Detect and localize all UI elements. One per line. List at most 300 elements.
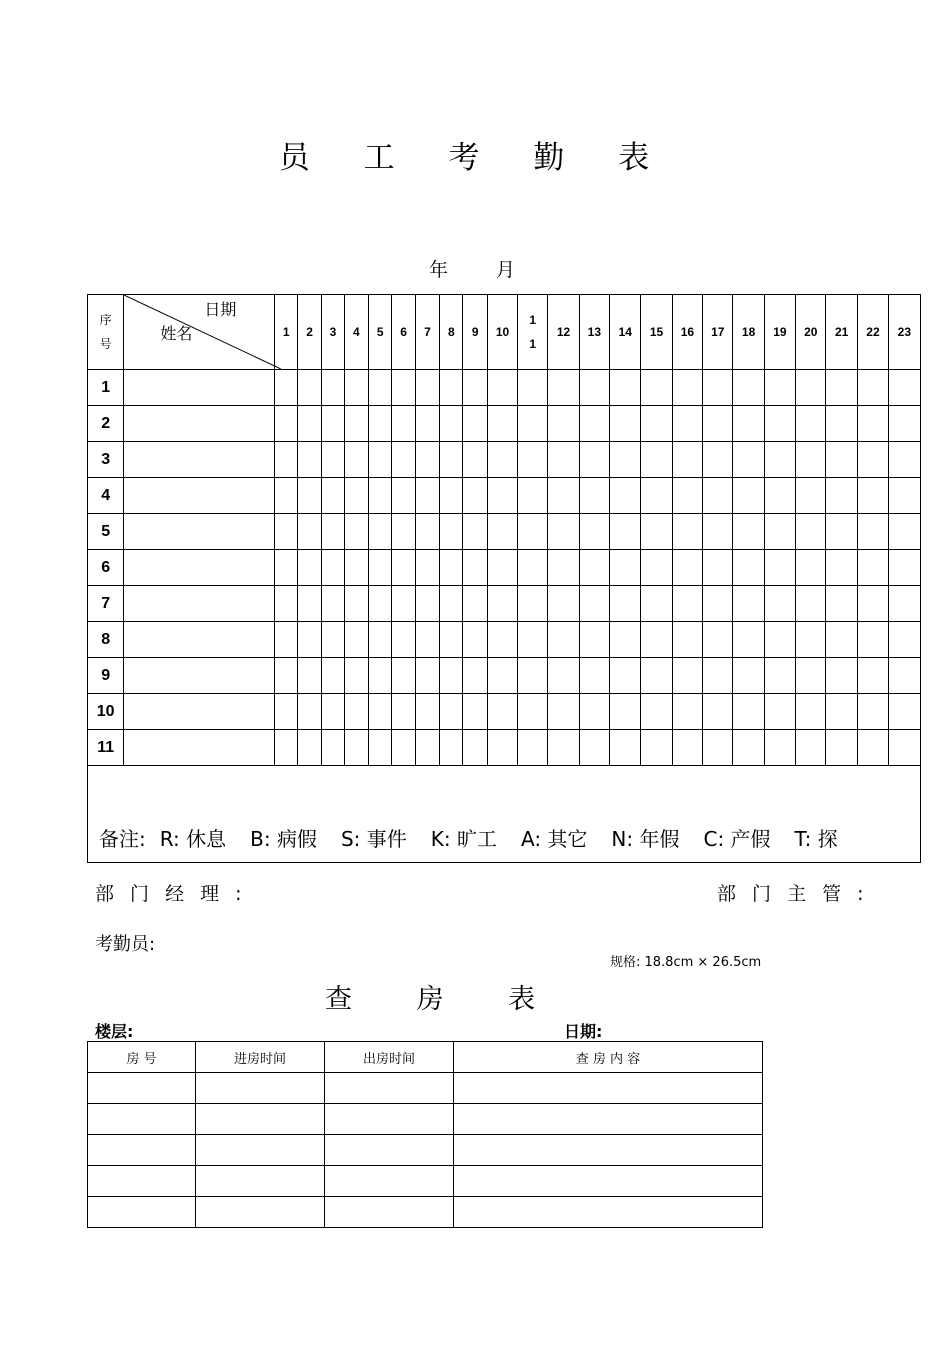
attendance-cell[interactable] bbox=[415, 406, 439, 442]
attendance-cell[interactable] bbox=[857, 730, 888, 766]
attendance-cell[interactable] bbox=[297, 658, 321, 694]
attendance-cell[interactable] bbox=[857, 694, 888, 730]
attendance-cell[interactable] bbox=[548, 442, 579, 478]
attendance-cell[interactable] bbox=[610, 478, 641, 514]
attendance-cell[interactable] bbox=[518, 370, 548, 406]
attendance-cell[interactable] bbox=[672, 622, 702, 658]
attendance-cell[interactable] bbox=[548, 658, 579, 694]
row-number: 7 bbox=[88, 586, 124, 622]
attendance-cell[interactable] bbox=[733, 622, 764, 658]
attendance-cell[interactable] bbox=[703, 586, 733, 622]
employee-name-cell[interactable] bbox=[124, 514, 275, 550]
attendance-cell[interactable] bbox=[796, 550, 826, 586]
attendance-cell[interactable] bbox=[733, 514, 764, 550]
attendance-cell[interactable] bbox=[703, 478, 733, 514]
room-number-cell[interactable] bbox=[88, 1104, 196, 1135]
attendance-cell[interactable] bbox=[610, 730, 641, 766]
name-header-label: 姓名 bbox=[160, 326, 193, 343]
attendance-cell[interactable] bbox=[440, 730, 463, 766]
attendance-cell[interactable] bbox=[889, 442, 920, 478]
attendance-cell[interactable] bbox=[579, 730, 609, 766]
attendance-cell[interactable] bbox=[440, 550, 463, 586]
attendance-cell[interactable] bbox=[297, 370, 321, 406]
row-number: 2 bbox=[88, 406, 124, 442]
check-out-time-cell[interactable] bbox=[325, 1197, 454, 1228]
attendance-cell[interactable] bbox=[703, 694, 733, 730]
attendance-cell[interactable] bbox=[796, 586, 826, 622]
attendance-cell[interactable] bbox=[344, 658, 368, 694]
attendance-cell[interactable] bbox=[463, 406, 487, 442]
attendance-cell[interactable] bbox=[487, 586, 517, 622]
attendance-cell[interactable] bbox=[369, 622, 392, 658]
attendance-cell[interactable] bbox=[641, 406, 672, 442]
attendance-cell[interactable] bbox=[392, 622, 415, 658]
employee-name-cell[interactable] bbox=[124, 694, 275, 730]
employee-name-cell[interactable] bbox=[124, 442, 275, 478]
attendance-cell[interactable] bbox=[322, 406, 344, 442]
day-header-17: 17 bbox=[703, 295, 733, 370]
attendance-cell[interactable] bbox=[275, 586, 297, 622]
attendance-cell[interactable] bbox=[764, 406, 795, 442]
attendance-cell[interactable] bbox=[548, 478, 579, 514]
employee-name-cell[interactable] bbox=[124, 730, 275, 766]
attendance-cell[interactable] bbox=[733, 658, 764, 694]
row-number: 11 bbox=[88, 730, 124, 766]
attendance-cell[interactable] bbox=[275, 442, 297, 478]
attendance-cell[interactable] bbox=[672, 550, 702, 586]
attendance-cell[interactable] bbox=[415, 586, 439, 622]
attendance-cell[interactable] bbox=[392, 658, 415, 694]
attendance-cell[interactable] bbox=[392, 406, 415, 442]
attendance-cell[interactable] bbox=[487, 694, 517, 730]
attendance-cell[interactable] bbox=[796, 622, 826, 658]
attendance-cell[interactable] bbox=[392, 730, 415, 766]
attendance-cell[interactable] bbox=[487, 730, 517, 766]
attendance-cell[interactable] bbox=[703, 550, 733, 586]
attendance-cell[interactable] bbox=[415, 478, 439, 514]
attendance-cell[interactable] bbox=[344, 442, 368, 478]
check-in-time-cell[interactable] bbox=[196, 1135, 325, 1166]
attendance-cell[interactable] bbox=[440, 658, 463, 694]
attendance-cell[interactable] bbox=[672, 478, 702, 514]
employee-name-cell[interactable] bbox=[124, 658, 275, 694]
employee-name-cell[interactable] bbox=[124, 622, 275, 658]
attendance-cell[interactable] bbox=[641, 514, 672, 550]
attendance-cell[interactable] bbox=[548, 406, 579, 442]
attendance-cell[interactable] bbox=[463, 550, 487, 586]
attendance-cell[interactable] bbox=[440, 586, 463, 622]
attendance-cell[interactable] bbox=[826, 478, 857, 514]
attendance-cell[interactable] bbox=[440, 622, 463, 658]
attendance-cell[interactable] bbox=[672, 514, 702, 550]
inspection-content-cell[interactable] bbox=[454, 1197, 763, 1228]
attendance-cell[interactable] bbox=[641, 370, 672, 406]
attendance-cell[interactable] bbox=[796, 406, 826, 442]
attendance-cell[interactable] bbox=[733, 730, 764, 766]
attendance-cell[interactable] bbox=[610, 442, 641, 478]
attendance-cell[interactable] bbox=[322, 478, 344, 514]
attendance-cell[interactable] bbox=[610, 370, 641, 406]
attendance-cell[interactable] bbox=[518, 586, 548, 622]
attendance-cell[interactable] bbox=[703, 658, 733, 694]
attendance-cell[interactable] bbox=[889, 658, 920, 694]
attendance-cell[interactable] bbox=[297, 514, 321, 550]
attendance-cell[interactable] bbox=[641, 442, 672, 478]
attendance-cell[interactable] bbox=[579, 478, 609, 514]
attendance-cell[interactable] bbox=[579, 586, 609, 622]
attendance-cell[interactable] bbox=[672, 406, 702, 442]
attendance-cell[interactable] bbox=[440, 514, 463, 550]
attendance-cell[interactable] bbox=[641, 550, 672, 586]
attendance-cell[interactable] bbox=[415, 658, 439, 694]
attendance-cell[interactable] bbox=[857, 550, 888, 586]
attendance-cell[interactable] bbox=[487, 406, 517, 442]
attendance-cell[interactable] bbox=[889, 622, 920, 658]
attendance-cell[interactable] bbox=[275, 550, 297, 586]
attendance-cell[interactable] bbox=[641, 478, 672, 514]
attendance-cell[interactable] bbox=[322, 550, 344, 586]
attendance-cell[interactable] bbox=[440, 406, 463, 442]
attendance-cell[interactable] bbox=[889, 514, 920, 550]
attendance-cell[interactable] bbox=[440, 442, 463, 478]
attendance-cell[interactable] bbox=[764, 658, 795, 694]
room-row bbox=[88, 1197, 763, 1228]
attendance-cell[interactable] bbox=[796, 478, 826, 514]
room-number-cell[interactable] bbox=[88, 1073, 196, 1104]
attendance-cell[interactable] bbox=[463, 514, 487, 550]
attendance-cell[interactable] bbox=[857, 406, 888, 442]
attendance-cell[interactable] bbox=[297, 730, 321, 766]
attendance-cell[interactable] bbox=[548, 622, 579, 658]
attendance-cell[interactable] bbox=[369, 478, 392, 514]
employee-name-cell[interactable] bbox=[124, 406, 275, 442]
attendance-cell[interactable] bbox=[579, 370, 609, 406]
attendance-cell[interactable] bbox=[826, 514, 857, 550]
attendance-cell[interactable] bbox=[548, 730, 579, 766]
attendance-cell[interactable] bbox=[826, 586, 857, 622]
attendance-cell[interactable] bbox=[672, 370, 702, 406]
attendance-cell[interactable] bbox=[518, 550, 548, 586]
attendance-cell[interactable] bbox=[826, 550, 857, 586]
check-in-time-cell[interactable] bbox=[196, 1073, 325, 1104]
day-header-7: 7 bbox=[415, 295, 439, 370]
attendance-cell[interactable] bbox=[297, 442, 321, 478]
attendance-cell[interactable] bbox=[415, 694, 439, 730]
attendance-cell[interactable] bbox=[703, 730, 733, 766]
attendance-cell[interactable] bbox=[275, 730, 297, 766]
attendance-cell[interactable] bbox=[392, 442, 415, 478]
employee-name-cell[interactable] bbox=[124, 370, 275, 406]
attendance-cell[interactable] bbox=[344, 370, 368, 406]
attendance-cell[interactable] bbox=[392, 370, 415, 406]
attendance-cell[interactable] bbox=[344, 694, 368, 730]
attendance-cell[interactable] bbox=[610, 694, 641, 730]
attendance-cell[interactable] bbox=[548, 550, 579, 586]
attendance-cell[interactable] bbox=[796, 514, 826, 550]
day-header-13: 13 bbox=[579, 295, 609, 370]
attendance-cell[interactable] bbox=[392, 694, 415, 730]
attendance-cell[interactable] bbox=[764, 730, 795, 766]
attendance-cell[interactable] bbox=[610, 622, 641, 658]
attendance-cell[interactable] bbox=[857, 514, 888, 550]
check-in-time-header: 进房时间 bbox=[196, 1042, 325, 1073]
attendance-cell[interactable] bbox=[889, 370, 920, 406]
attendance-cell[interactable] bbox=[703, 514, 733, 550]
attendance-cell[interactable] bbox=[610, 514, 641, 550]
attendance-cell[interactable] bbox=[857, 658, 888, 694]
attendance-cell[interactable] bbox=[610, 550, 641, 586]
attendance-cell[interactable] bbox=[796, 370, 826, 406]
attendance-cell[interactable] bbox=[518, 478, 548, 514]
attendance-cell[interactable] bbox=[672, 730, 702, 766]
attendance-cell[interactable] bbox=[487, 514, 517, 550]
attendance-cell[interactable] bbox=[826, 730, 857, 766]
attendance-cell[interactable] bbox=[579, 514, 609, 550]
attendance-cell[interactable] bbox=[518, 694, 548, 730]
attendance-cell[interactable] bbox=[610, 658, 641, 694]
attendance-cell[interactable] bbox=[889, 694, 920, 730]
attendance-cell[interactable] bbox=[344, 586, 368, 622]
attendance-cell[interactable] bbox=[764, 694, 795, 730]
attendance-cell[interactable] bbox=[889, 478, 920, 514]
attendance-cell[interactable] bbox=[764, 622, 795, 658]
employee-name-cell[interactable] bbox=[124, 478, 275, 514]
attendance-cell[interactable] bbox=[463, 730, 487, 766]
attendance-cell[interactable] bbox=[764, 478, 795, 514]
attendance-cell[interactable] bbox=[322, 730, 344, 766]
attendance-cell[interactable] bbox=[463, 622, 487, 658]
attendance-cell[interactable] bbox=[297, 550, 321, 586]
attendance-cell[interactable] bbox=[703, 370, 733, 406]
attendance-cell[interactable] bbox=[322, 442, 344, 478]
attendance-cell[interactable] bbox=[487, 658, 517, 694]
inspection-content-cell[interactable] bbox=[454, 1073, 763, 1104]
attendance-cell[interactable] bbox=[518, 406, 548, 442]
attendance-cell[interactable] bbox=[703, 442, 733, 478]
attendance-cell[interactable] bbox=[415, 550, 439, 586]
inspection-content-cell[interactable] bbox=[454, 1166, 763, 1197]
attendance-cell[interactable] bbox=[579, 550, 609, 586]
month-label: 月 bbox=[496, 259, 516, 281]
attendance-cell[interactable] bbox=[369, 694, 392, 730]
day-header-16: 16 bbox=[672, 295, 702, 370]
attendance-cell[interactable] bbox=[487, 478, 517, 514]
attendance-cell[interactable] bbox=[733, 586, 764, 622]
attendance-cell[interactable] bbox=[463, 478, 487, 514]
attendance-cell[interactable] bbox=[826, 370, 857, 406]
attendance-cell[interactable] bbox=[889, 406, 920, 442]
attendance-cell[interactable] bbox=[322, 370, 344, 406]
attendance-cell[interactable] bbox=[369, 550, 392, 586]
attendance-cell[interactable] bbox=[392, 478, 415, 514]
attendance-cell[interactable] bbox=[415, 730, 439, 766]
attendance-cell[interactable] bbox=[369, 658, 392, 694]
attendance-cell[interactable] bbox=[857, 478, 888, 514]
attendance-cell[interactable] bbox=[703, 622, 733, 658]
attendance-cell[interactable] bbox=[733, 442, 764, 478]
attendance-cell[interactable] bbox=[548, 514, 579, 550]
attendance-cell[interactable] bbox=[322, 586, 344, 622]
room-number-cell[interactable] bbox=[88, 1166, 196, 1197]
attendance-cell[interactable] bbox=[826, 442, 857, 478]
attendance-cell[interactable] bbox=[344, 478, 368, 514]
check-out-time-cell[interactable] bbox=[325, 1166, 454, 1197]
attendance-cell[interactable] bbox=[275, 658, 297, 694]
attendance-cell[interactable] bbox=[369, 406, 392, 442]
attendance-cell[interactable] bbox=[641, 622, 672, 658]
attendance-cell[interactable] bbox=[487, 622, 517, 658]
attendance-cell[interactable] bbox=[369, 514, 392, 550]
attendance-cell[interactable] bbox=[826, 622, 857, 658]
attendance-cell[interactable] bbox=[275, 694, 297, 730]
check-in-time-cell[interactable] bbox=[196, 1166, 325, 1197]
attendance-cell[interactable] bbox=[826, 406, 857, 442]
attendance-cell[interactable] bbox=[297, 694, 321, 730]
attendance-cell[interactable] bbox=[463, 658, 487, 694]
room-number-cell[interactable] bbox=[88, 1197, 196, 1228]
attendance-cell[interactable] bbox=[322, 694, 344, 730]
attendance-cell[interactable] bbox=[826, 694, 857, 730]
check-in-time-cell[interactable] bbox=[196, 1197, 325, 1228]
attendance-cell[interactable] bbox=[641, 694, 672, 730]
attendance-cell[interactable] bbox=[322, 514, 344, 550]
day-header-18: 18 bbox=[733, 295, 764, 370]
attendance-cell[interactable] bbox=[889, 730, 920, 766]
attendance-cell[interactable] bbox=[610, 406, 641, 442]
check-out-time-cell[interactable] bbox=[325, 1104, 454, 1135]
attendance-cell[interactable] bbox=[579, 622, 609, 658]
attendance-cell[interactable] bbox=[548, 586, 579, 622]
attendance-cell[interactable] bbox=[440, 478, 463, 514]
attendance-cell[interactable] bbox=[672, 586, 702, 622]
attendance-cell[interactable] bbox=[548, 370, 579, 406]
attendance-cell[interactable] bbox=[764, 370, 795, 406]
attendance-cell[interactable] bbox=[463, 694, 487, 730]
attendance-cell[interactable] bbox=[369, 586, 392, 622]
attendance-cell[interactable] bbox=[796, 694, 826, 730]
attendance-cell[interactable] bbox=[415, 514, 439, 550]
attendance-cell[interactable] bbox=[579, 694, 609, 730]
attendance-cell[interactable] bbox=[275, 370, 297, 406]
attendance-cell[interactable] bbox=[796, 442, 826, 478]
attendance-cell[interactable] bbox=[857, 586, 888, 622]
attendance-cell[interactable] bbox=[518, 730, 548, 766]
attendance-cell[interactable] bbox=[796, 730, 826, 766]
attendance-cell[interactable] bbox=[392, 514, 415, 550]
attendance-cell[interactable] bbox=[344, 406, 368, 442]
attendance-cell[interactable] bbox=[548, 694, 579, 730]
attendance-cell[interactable] bbox=[733, 478, 764, 514]
attendance-cell[interactable] bbox=[733, 370, 764, 406]
attendance-cell[interactable] bbox=[369, 730, 392, 766]
attendance-cell[interactable] bbox=[764, 550, 795, 586]
attendance-cell[interactable] bbox=[518, 442, 548, 478]
attendance-cell[interactable] bbox=[857, 622, 888, 658]
attendance-cell[interactable] bbox=[703, 406, 733, 442]
attendance-cell[interactable] bbox=[487, 442, 517, 478]
employee-name-cell[interactable] bbox=[124, 550, 275, 586]
attendance-cell[interactable] bbox=[672, 658, 702, 694]
attendance-cell[interactable] bbox=[344, 550, 368, 586]
attendance-cell[interactable] bbox=[796, 658, 826, 694]
attendance-cell[interactable] bbox=[463, 442, 487, 478]
attendance-cell[interactable] bbox=[518, 622, 548, 658]
attendance-cell[interactable] bbox=[672, 442, 702, 478]
attendance-cell[interactable] bbox=[415, 622, 439, 658]
attendance-cell[interactable] bbox=[672, 694, 702, 730]
attendance-cell[interactable] bbox=[275, 478, 297, 514]
room-number-cell[interactable] bbox=[88, 1135, 196, 1166]
attendance-row bbox=[88, 586, 950, 622]
attendance-cell[interactable] bbox=[322, 622, 344, 658]
attendance-cell[interactable] bbox=[889, 586, 920, 622]
attendance-cell[interactable] bbox=[440, 694, 463, 730]
room-row bbox=[88, 1135, 763, 1166]
attendance-cell[interactable] bbox=[392, 586, 415, 622]
attendance-cell[interactable] bbox=[344, 730, 368, 766]
check-in-time-cell[interactable] bbox=[196, 1104, 325, 1135]
inspection-content-cell[interactable] bbox=[454, 1104, 763, 1135]
check-out-time-cell[interactable] bbox=[325, 1073, 454, 1104]
inspection-content-cell[interactable] bbox=[454, 1135, 763, 1166]
attendance-cell[interactable] bbox=[440, 370, 463, 406]
attendance-cell[interactable] bbox=[518, 658, 548, 694]
attendance-cell[interactable] bbox=[579, 406, 609, 442]
attendance-cell[interactable] bbox=[322, 658, 344, 694]
attendance-cell[interactable] bbox=[463, 586, 487, 622]
attendance-cell[interactable] bbox=[518, 514, 548, 550]
attendance-cell[interactable] bbox=[275, 622, 297, 658]
attendance-cell[interactable] bbox=[641, 730, 672, 766]
attendance-cell[interactable] bbox=[297, 478, 321, 514]
attendance-cell[interactable] bbox=[463, 370, 487, 406]
attendance-cell[interactable] bbox=[826, 658, 857, 694]
attendance-cell[interactable] bbox=[733, 694, 764, 730]
attendance-cell[interactable] bbox=[415, 442, 439, 478]
attendance-cell[interactable] bbox=[733, 550, 764, 586]
attendance-cell[interactable] bbox=[344, 622, 368, 658]
attendance-cell[interactable] bbox=[487, 550, 517, 586]
attendance-cell[interactable] bbox=[764, 442, 795, 478]
attendance-cell[interactable] bbox=[889, 550, 920, 586]
attendance-cell[interactable] bbox=[344, 514, 368, 550]
attendance-cell[interactable] bbox=[275, 406, 297, 442]
attendance-cell[interactable] bbox=[297, 586, 321, 622]
attendance-cell[interactable] bbox=[297, 406, 321, 442]
attendance-cell[interactable] bbox=[579, 442, 609, 478]
attendance-cell[interactable] bbox=[857, 442, 888, 478]
attendance-cell[interactable] bbox=[610, 586, 641, 622]
attendance-cell[interactable] bbox=[369, 442, 392, 478]
attendance-cell[interactable] bbox=[857, 370, 888, 406]
employee-name-cell[interactable] bbox=[124, 586, 275, 622]
attendance-cell[interactable] bbox=[487, 370, 517, 406]
attendance-cell[interactable] bbox=[415, 370, 439, 406]
notes-row bbox=[88, 766, 950, 863]
attendance-cell[interactable] bbox=[369, 370, 392, 406]
attendance-cell[interactable] bbox=[764, 514, 795, 550]
attendance-cell[interactable] bbox=[392, 550, 415, 586]
day-header-22: 22 bbox=[857, 295, 888, 370]
attendance-cell[interactable] bbox=[579, 658, 609, 694]
check-out-time-cell[interactable] bbox=[325, 1135, 454, 1166]
attendance-cell[interactable] bbox=[641, 586, 672, 622]
attendance-cell[interactable] bbox=[641, 658, 672, 694]
attendance-cell[interactable] bbox=[297, 622, 321, 658]
attendance-cell[interactable] bbox=[733, 406, 764, 442]
attendance-cell[interactable] bbox=[764, 586, 795, 622]
attendance-cell[interactable] bbox=[275, 514, 297, 550]
